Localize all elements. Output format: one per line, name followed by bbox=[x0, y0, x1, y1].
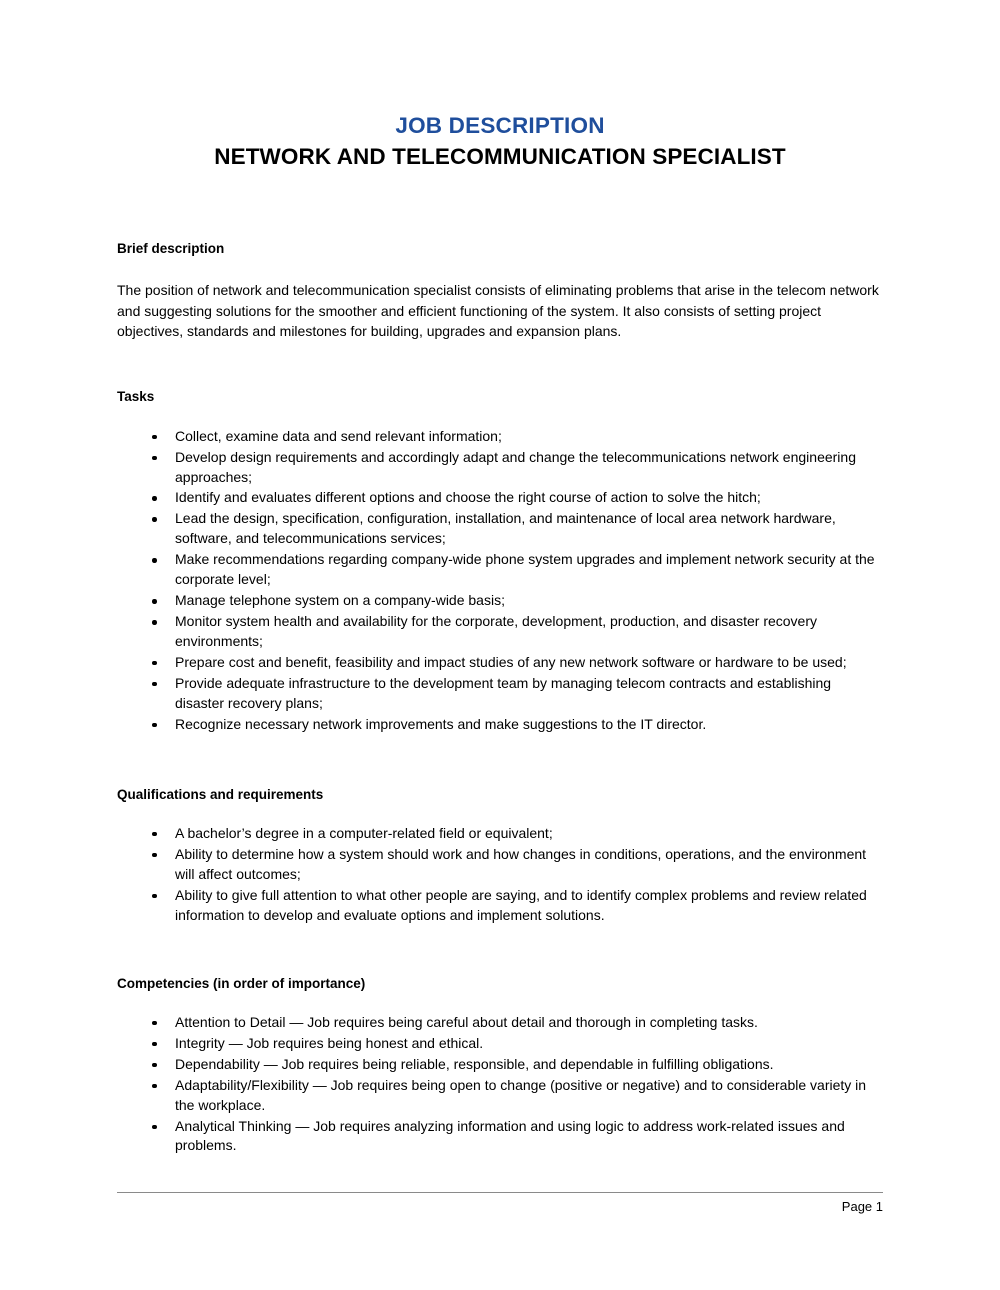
section-heading-qualifications: Qualifications and requirements bbox=[117, 786, 324, 802]
spacer-tasks-heading bbox=[117, 407, 883, 427]
spacer-before-qualifications bbox=[117, 736, 883, 786]
spacer-before-brief bbox=[117, 171, 883, 240]
list-item: Provide adequate infrastructure to the development team by managing telecom contracts and establishing disaster recovery plans; bbox=[117, 674, 883, 714]
list-item: Make recommendations regarding company-wide phone system upgrades and implement network security at the corporate level; bbox=[117, 550, 883, 590]
spacer-brief-heading bbox=[117, 258, 883, 280]
list-item: Integrity — Job requires being honest and ethical. bbox=[117, 1034, 883, 1054]
section-heading-tasks: Tasks bbox=[117, 389, 155, 405]
section-heading-brief-description: Brief description bbox=[117, 240, 225, 256]
list-item: Adaptability/Flexibility — Job requires being open to change (positive or negative) and to considerable variety in the workplace. bbox=[117, 1076, 883, 1116]
list-item: Ability to determine how a system should work and how changes in conditions, operations, and the environment will affect outcomes; bbox=[117, 845, 883, 885]
list-item: Analytical Thinking — Job requires analyzing information and using logic to address work-related issues and problems. bbox=[117, 1117, 883, 1157]
spacer-before-competencies bbox=[117, 927, 883, 975]
list-item: Collect, examine data and send relevant information; bbox=[117, 427, 883, 447]
tasks-list bbox=[117, 427, 883, 735]
section-tasks bbox=[117, 388, 883, 734]
page-footer bbox=[117, 1192, 883, 1216]
list-item: Manage telephone system on a company-wide basis; bbox=[117, 591, 883, 611]
page-title: JOB DESCRIPTION bbox=[395, 113, 605, 138]
list-item: Dependability — Job requires being reliable, responsible, and dependable in fulfilling obligations. bbox=[117, 1055, 883, 1075]
section-heading-competencies: Competencies (in order of importance) bbox=[117, 975, 366, 991]
list-item: Ability to give full attention to what other people are saying, and to identify complex problems and review related information to develop and evaluate options and implement solutions. bbox=[117, 886, 883, 926]
document-title-block bbox=[117, 0, 883, 171]
list-item: Prepare cost and benefit, feasibility and impact studies of any new network software or hardware to be used; bbox=[117, 653, 883, 673]
section-competencies bbox=[117, 975, 883, 1157]
section-qualifications bbox=[117, 786, 883, 926]
list-item: Lead the design, specification, configuration, installation, and maintenance of local area network hardware, software, and telecommunications services; bbox=[117, 509, 883, 549]
list-item: Monitor system health and availability for the corporate, development, production, and disaster recovery environments; bbox=[117, 612, 883, 652]
list-item: Identify and evaluates different options and choose the right course of action to solve the hitch; bbox=[117, 488, 883, 508]
qualifications-list bbox=[117, 824, 883, 926]
page-subtitle: NETWORK AND TELECOMMUNICATION SPECIALIST bbox=[214, 144, 786, 170]
list-item: A bachelor’s degree in a computer-related field or equivalent; bbox=[117, 824, 883, 844]
page-number: Page 1 bbox=[841, 1199, 883, 1214]
spacer-qualifications-heading bbox=[117, 804, 883, 824]
list-item: Develop design requirements and accordingly adapt and change the telecommunications network engineering approaches; bbox=[117, 448, 883, 488]
brief-description-paragraph: The position of network and telecommunication specialist consists of eliminating problems that arise in the telecom network and suggesting solutions for the smoother and efficient functioning of the system. It also consists of setting project objectives, standards and milestones for building, upgrades and expansion plans. bbox=[117, 282, 879, 339]
spacer-before-tasks bbox=[117, 341, 883, 388]
competencies-list bbox=[117, 1013, 883, 1157]
document-content bbox=[117, 0, 883, 1157]
list-item: Recognize necessary network improvements and make suggestions to the IT director. bbox=[117, 715, 883, 735]
spacer-competencies-heading bbox=[117, 993, 883, 1013]
list-item: Attention to Detail — Job requires being careful about detail and thorough in completing tasks. bbox=[117, 1013, 883, 1033]
section-brief-description bbox=[117, 240, 883, 342]
